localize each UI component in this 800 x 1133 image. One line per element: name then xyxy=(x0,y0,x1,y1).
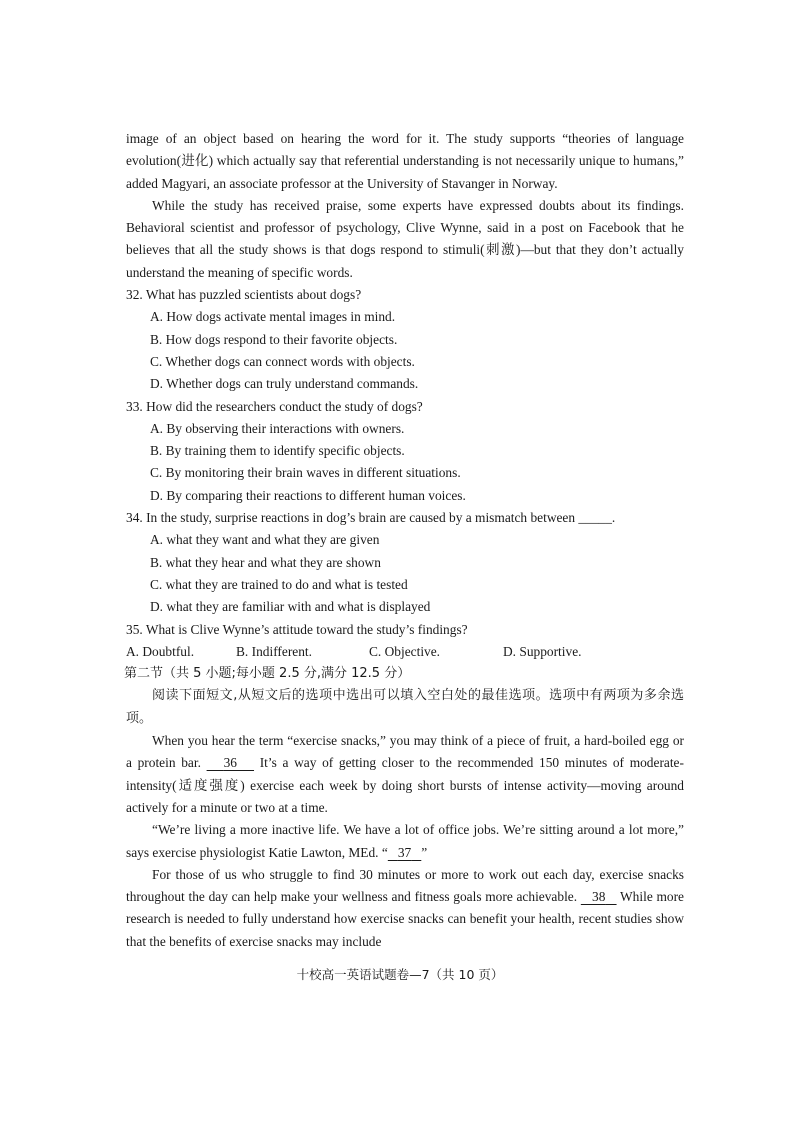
passage-text: When you hear the term “exercise snacks,” you may think of a piece of fruit, a hard-boiled egg or a protein bar. xyxy=(126,733,684,771)
passage-text: “We’re living a more inactive life. We have a lot of office jobs. We’re sitting around a lot more,” says exercise physiologist Katie Lawton, MEd. “ xyxy=(126,822,684,860)
question-option: A. what they want and what they are given xyxy=(150,532,380,548)
question-option: D. Whether dogs can truly understand commands. xyxy=(150,376,419,392)
question-33 xyxy=(126,396,684,507)
blank-36: 36 xyxy=(223,755,237,771)
passage-paragraph: image of an object based on hearing the word for it. The study supports “theories of language evolution(进化) which actually say that referential understanding is not necessarily unique to humans,” added Magyari, an associate professor at the University of Stavanger in Norway. xyxy=(126,131,684,191)
question-option: B. what they hear and what they are shown xyxy=(150,554,381,570)
passage-paragraph xyxy=(126,730,684,819)
question-option: D. By comparing their reactions to different human voices. xyxy=(150,487,466,503)
question-options-row xyxy=(126,641,684,663)
question-stem: 33. How did the researchers conduct the study of dogs? xyxy=(126,398,423,414)
passage-text: For those of us who struggle to find 30 minutes or more to work out each day, exercise snacks throughout the day can help make your wellness and fitness goals more achievable. xyxy=(126,866,684,905)
question-option: D. what they are familiar with and what is displayed xyxy=(150,599,431,615)
question-option: D. Supportive. xyxy=(503,643,582,659)
question-stem: 34. In the study, surprise reactions in dog’s brain are caused by a mismatch between _____. xyxy=(126,510,616,526)
question-option: C. Whether dogs can connect words with objects. xyxy=(150,353,415,369)
passage-paragraph xyxy=(126,819,684,864)
passage-text: ” xyxy=(421,844,428,860)
question-35 xyxy=(126,619,684,664)
question-option: B. Indifferent. xyxy=(236,643,312,659)
question-option: A. How dogs activate mental images in mind. xyxy=(150,309,396,325)
page-footer: 十校高一英语试题卷—7（共 10 页） xyxy=(296,967,504,982)
question-option: C. Objective. xyxy=(369,643,441,659)
question-34 xyxy=(126,507,684,618)
question-32 xyxy=(126,284,684,395)
exam-page xyxy=(126,128,684,953)
blank-37: 37 xyxy=(397,844,412,860)
question-option: B. By training them to identify specific objects. xyxy=(150,443,405,459)
section-instruction: 阅读下面短文,从短文后的选项中选出可以填入空白处的最佳选项。选项中有两项为多余选项。 xyxy=(126,688,684,726)
question-stem: 32. What has puzzled scientists about dogs? xyxy=(126,287,362,303)
passage-text: While more research is needed to fully understand how exercise snacks can benefit your health, recent studies show that the benefits of exercise snacks may include xyxy=(126,889,685,949)
question-option: B. How dogs respond to their favorite objects. xyxy=(150,331,398,347)
question-stem: 35. What is Clive Wynne’s attitude toward the study’s findings? xyxy=(126,621,468,637)
passage-paragraph xyxy=(126,864,684,953)
question-option: C. what they are trained to do and what is tested xyxy=(150,576,408,592)
passage-paragraph: While the study has received praise, some experts have expressed doubts about its findings. Behavioral scientist and professor of psychology, Clive Wynne, said in a post on Facebook that he believes that all the study shows is that dogs respond to stimuli(刺激)—but that they don’t actually understand the meaning of specific words. xyxy=(126,197,684,280)
question-option: A. By observing their interactions with owners. xyxy=(150,420,405,436)
section-heading: 第二节（共 5 小题;每小题 2.5 分,满分 12.5 分） xyxy=(124,666,411,682)
blank-38: 38 xyxy=(592,889,606,905)
passage-text: It’s a way of getting closer to the recommended 150 minutes of moderate-intensity(适度强度) exercise each week by doing short bursts of intense activity—moving around actively for a minute or two at a time. xyxy=(126,755,684,815)
question-option: A. Doubtful. xyxy=(126,643,195,659)
question-option: C. By monitoring their brain waves in different situations. xyxy=(150,465,461,481)
